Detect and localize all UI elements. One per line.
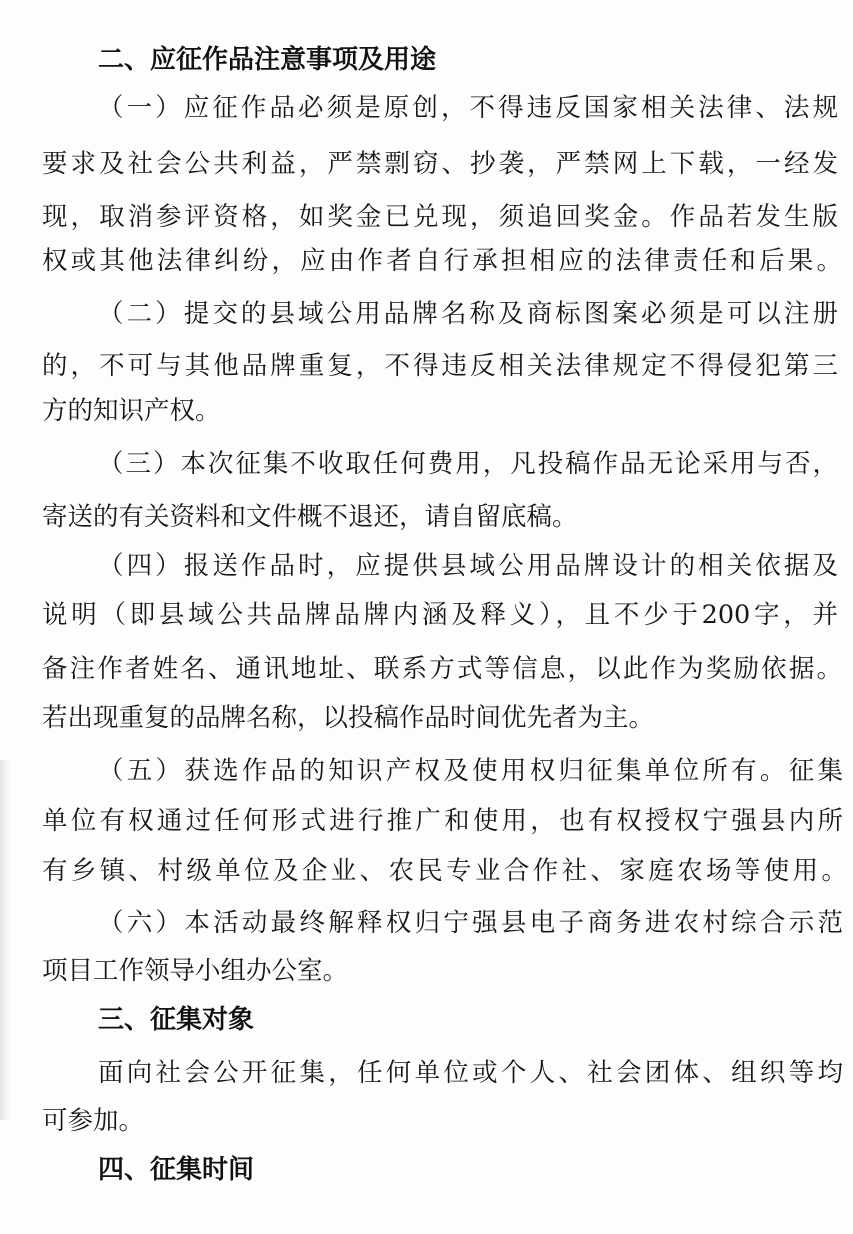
paragraph-line: （三）本次征集不收取任何费用，凡投稿作品无论采用与否， (98, 449, 838, 479)
paragraph-line: 现，取消参评资格，如奖金已兑现，须追回奖金。作品若发生版 (42, 202, 838, 232)
paragraph-line: 面向社会公开征集，任何单位或个人、社会团体、组织等均 (98, 1058, 843, 1088)
paragraph-line: 寄送的有关资料和文件概不退还，请自留底稿。 (42, 502, 578, 532)
paragraph-line: 项目工作领导小组办公室。 (42, 956, 349, 986)
paragraph-line: 若出现重复的品牌名称，以投稿作品时间优先者为主。 (42, 703, 655, 733)
section-heading-3: 三、征集对象 (98, 1005, 255, 1035)
paragraph-line: （五）获选作品的知识产权及使用权归征集单位所有。征集 (98, 756, 843, 786)
paragraph-line: 备注作者姓名、通讯地址、联系方式等信息，以此作为奖励依据。 (42, 654, 842, 684)
paragraph-line: 可参加。 (42, 1106, 145, 1136)
paragraph-line: 要求及社会公共利益，严禁剽窃、抄袭，严禁网上下载，一经发 (42, 149, 838, 179)
section-heading-2: 二、应征作品注意事项及用途 (98, 45, 437, 75)
paragraph-line: 方的知识产权。 (42, 396, 221, 426)
paragraph-line: （二）提交的县域公用品牌名称及商标图案必须是可以注册 (98, 299, 838, 329)
paragraph-line: （四）报送作品时，应提供县域公用品牌设计的相关依据及 (98, 551, 838, 581)
paragraph-line: （一）应征作品必须是原创，不得违反国家相关法律、法规 (98, 93, 838, 123)
paragraph-line: （六）本活动最终解释权归宁强县电子商务进农村综合示范 (98, 908, 843, 938)
paragraph-line: 单位有权通过任何形式进行推广和使用，也有权授权宁强县内所 (42, 806, 843, 836)
paragraph-line: 说明（即县域公共品牌品牌内涵及释义），且不少于200字，并 (42, 600, 838, 630)
paragraph-line: 的，不可与其他品牌重复，不得违反相关法律规定不得侵犯第三 (42, 351, 838, 381)
section-heading-4: 四、征集时间 (98, 1155, 255, 1185)
paragraph-line: 权或其他法律纠纷，应由作者自行承担相应的法律责任和后果。 (42, 246, 842, 276)
paragraph-line: 有乡镇、村级单位及企业、农民专业合作社、家庭农场等使用。 (42, 856, 847, 886)
